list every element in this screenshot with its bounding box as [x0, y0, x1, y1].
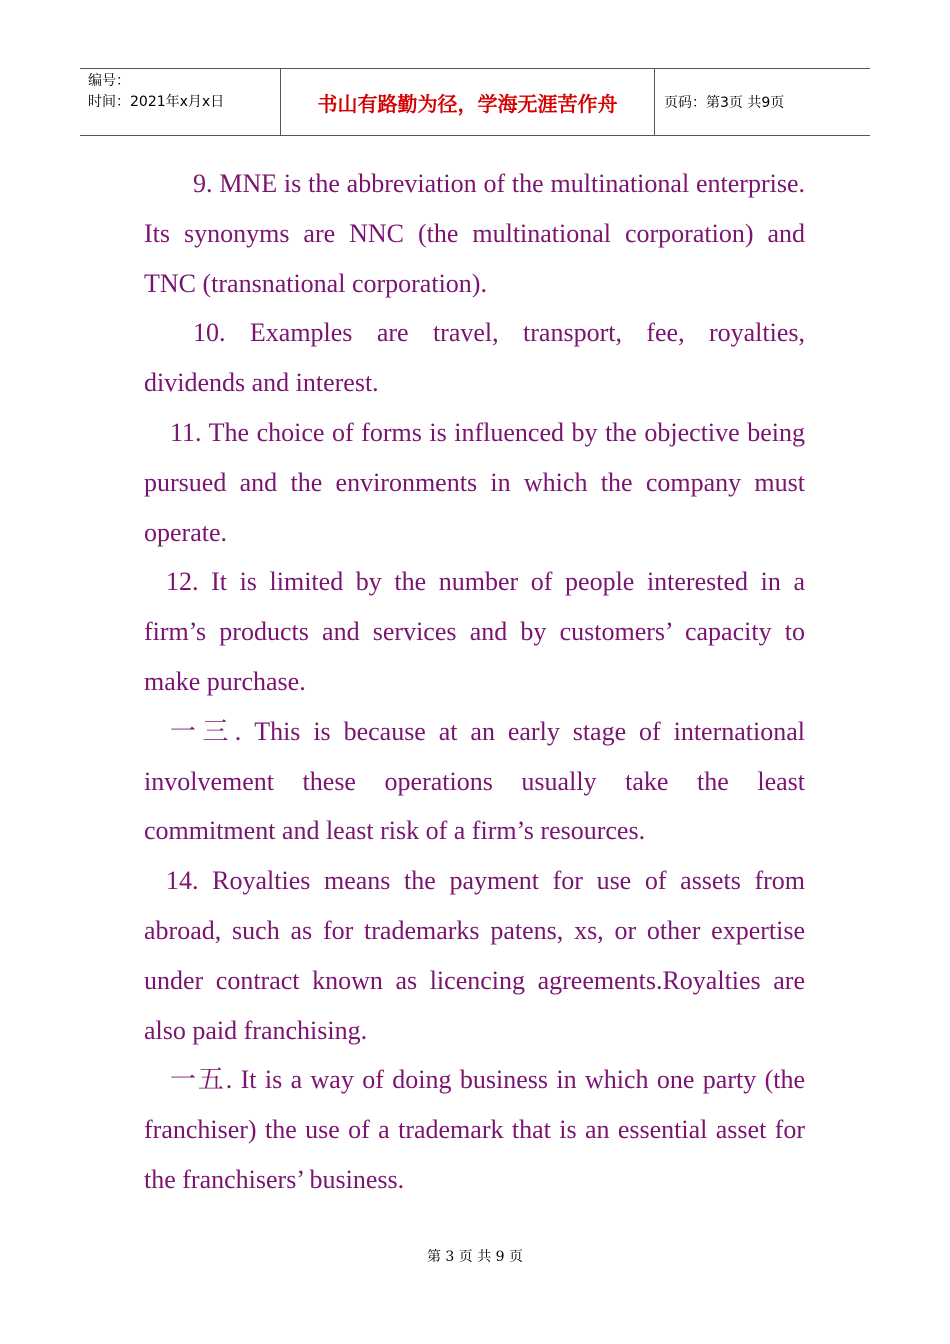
page-header: [80, 68, 870, 136]
document-body: [144, 159, 805, 1205]
paragraph-11: 11. The choice of forms is influenced by the objective being pursued and the environments in which the company must operate.: [144, 417, 805, 547]
header-meta: [80, 69, 281, 135]
document-number-label: 编号：: [88, 73, 130, 89]
paragraph-12: 12. It is limited by the number of people interested in a firm’s products and services and by customers’ capacity to make purchase.: [144, 567, 805, 696]
paragraph-9: 9. MNE is the abbreviation of the multinational enterprise. Its synonyms are NNC (the multinational corporation) and TNC (transnational corporation).: [144, 169, 805, 298]
paragraph-15: 一五. It is a way of doing business in which one party (the franchiser) the use of a trademark that is an essential asset for the franchisers’ business.: [144, 1065, 805, 1194]
page-footer: 第 3 页 共 9 页: [426, 1249, 524, 1265]
document-time-label: 时间：2021年x月x日: [88, 94, 225, 110]
header-motto: 书山有路勤为径，学海无涯苦作舟: [281, 69, 655, 135]
paragraph-14: 14. Royalties means the payment for use of assets from abroad, such as for trademarks patens, xs, or other expertise under contract known as licencing agreements.Royalties are also paid franchising.: [144, 866, 805, 1045]
header-page-info: 页码：第3页 共9页: [664, 95, 785, 111]
paragraph-13: 一三. This is because at an early stage of international involvement these operations usually take the least commitment and least risk of a firm’s resources.: [144, 716, 805, 846]
paragraph-10: 10. Examples are travel, transport, fee, royalties, dividends and interest.: [144, 318, 805, 398]
